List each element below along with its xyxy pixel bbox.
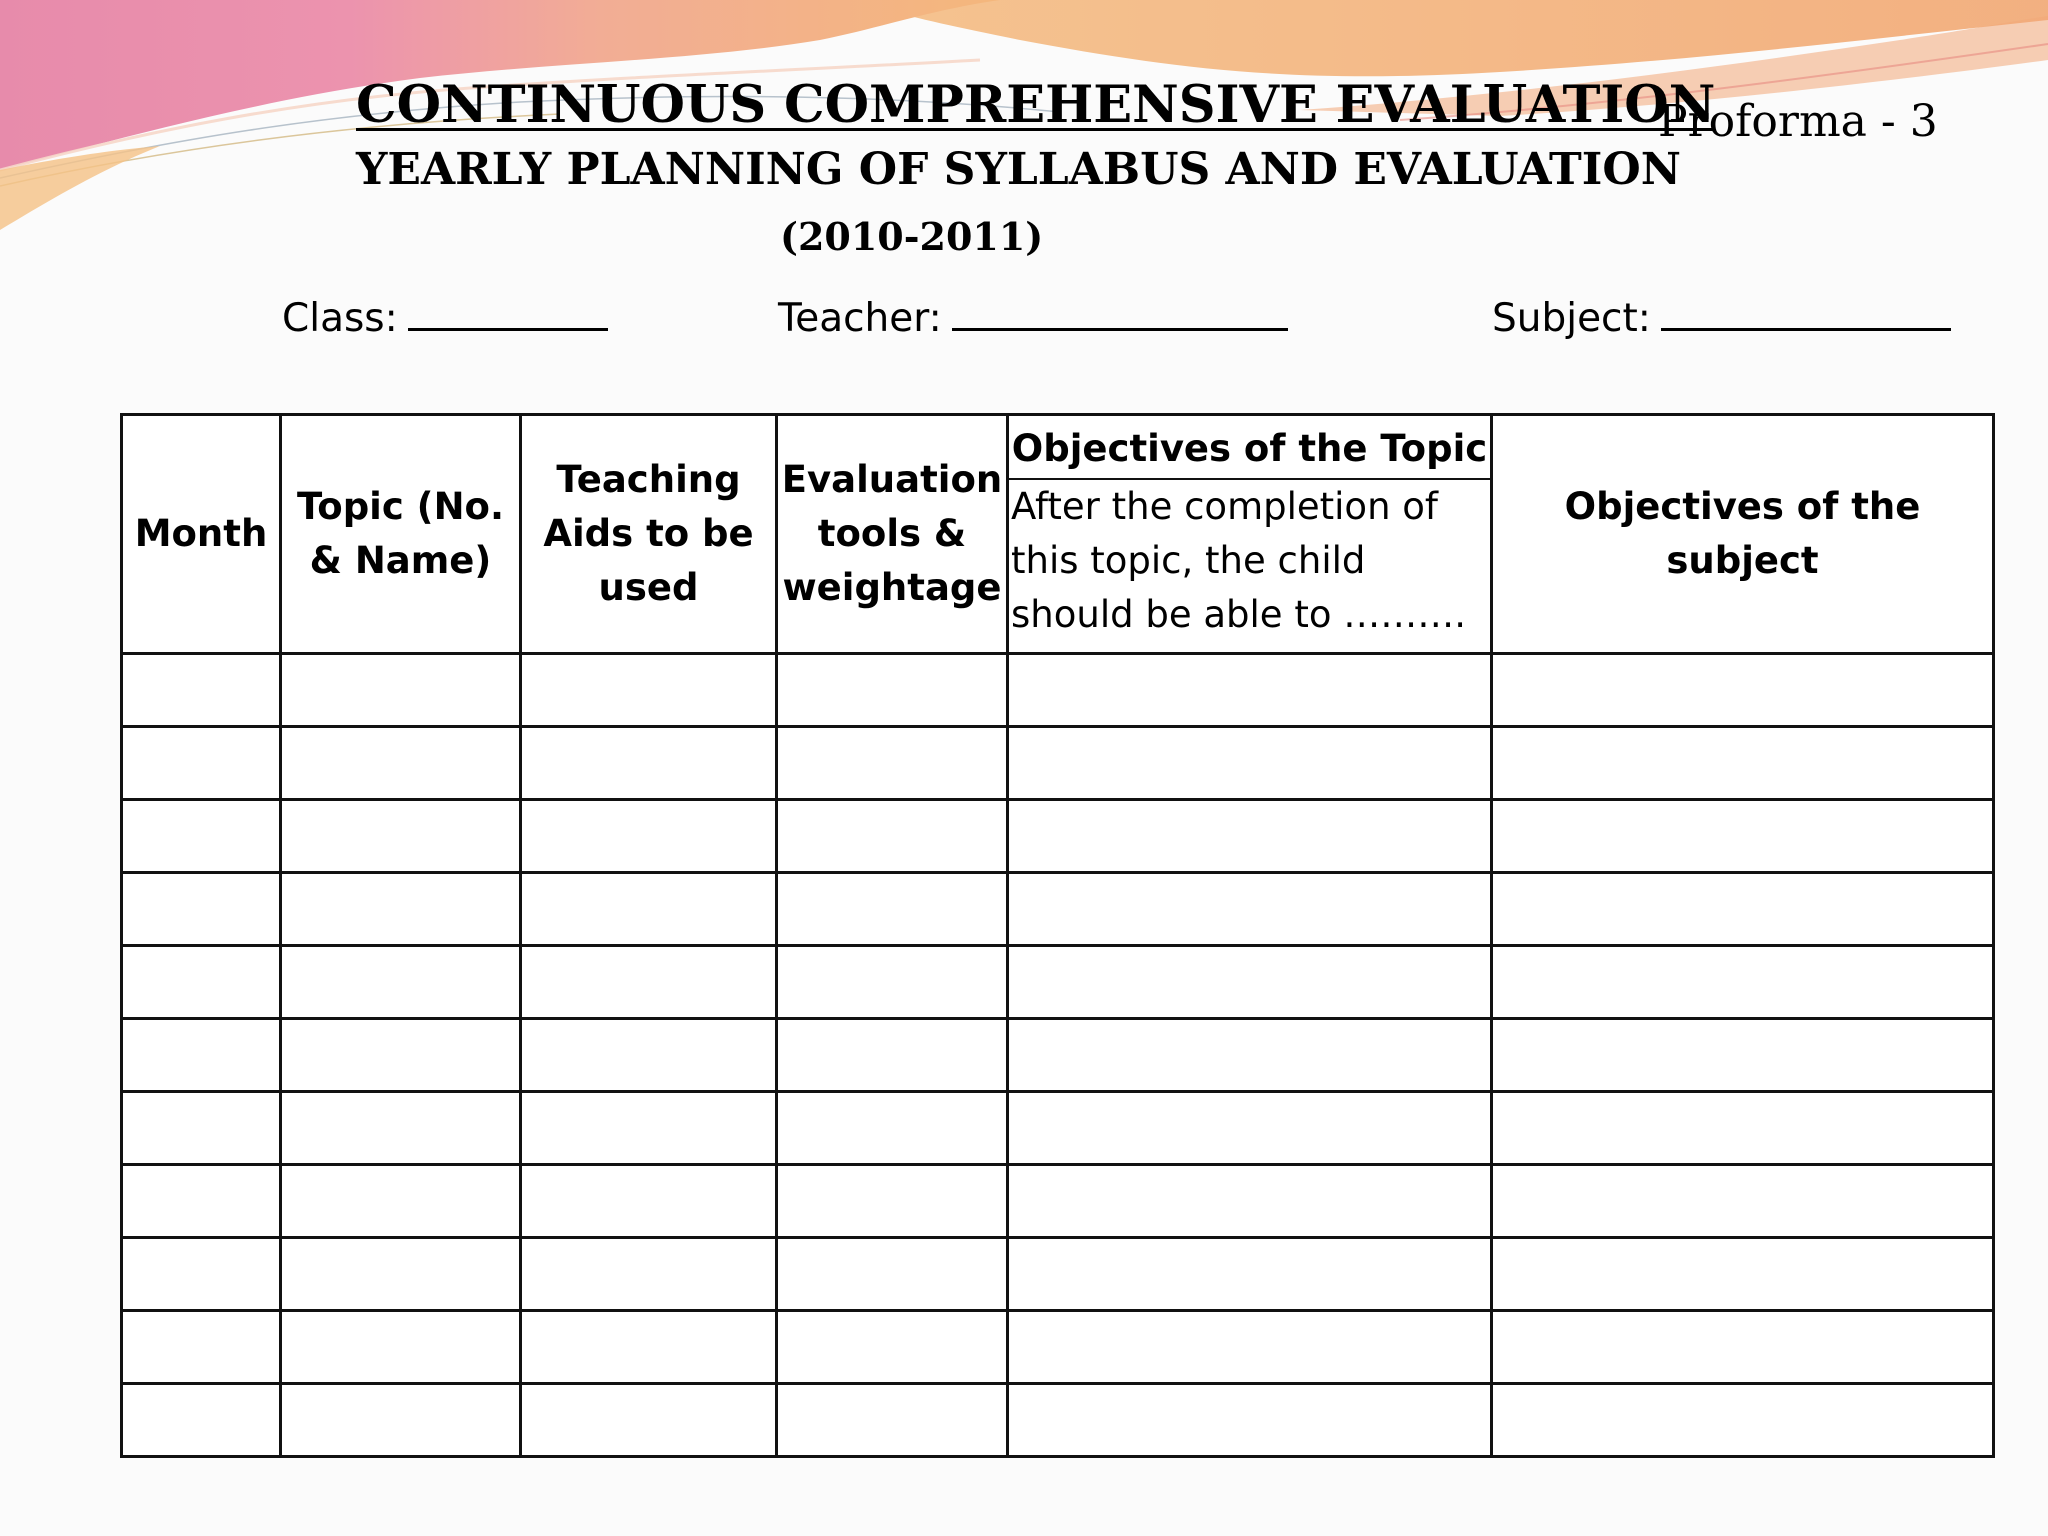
table-cell[interactable] xyxy=(1492,946,1994,1019)
table-cell[interactable] xyxy=(777,727,1008,800)
table-cell[interactable] xyxy=(1492,1092,1994,1165)
table-cell[interactable] xyxy=(521,946,777,1019)
table-cell[interactable] xyxy=(777,1019,1008,1092)
table-cell[interactable] xyxy=(1008,654,1492,727)
subject-blank-line[interactable] xyxy=(1661,290,1951,331)
table-row xyxy=(122,1384,1994,1457)
table-cell[interactable] xyxy=(1492,1311,1994,1384)
table-cell[interactable] xyxy=(122,727,281,800)
table-cell[interactable] xyxy=(281,654,521,727)
table-cell[interactable] xyxy=(521,873,777,946)
table-cell[interactable] xyxy=(281,1019,521,1092)
table-body xyxy=(122,654,1994,1457)
table-cell[interactable] xyxy=(521,1311,777,1384)
table-row xyxy=(122,800,1994,873)
table-cell[interactable] xyxy=(1492,1238,1994,1311)
table-cell[interactable] xyxy=(521,1384,777,1457)
subject-field xyxy=(1492,290,1951,343)
table-cell[interactable] xyxy=(521,800,777,873)
table-header-row xyxy=(122,415,1994,654)
subject-label: Subject: xyxy=(1492,296,1651,341)
table-cell[interactable] xyxy=(521,1092,777,1165)
table-cell[interactable] xyxy=(122,1019,281,1092)
table-cell[interactable] xyxy=(521,1165,777,1238)
academic-year: (2010-2011) xyxy=(780,214,1044,259)
table-cell[interactable] xyxy=(777,654,1008,727)
table-cell[interactable] xyxy=(122,1092,281,1165)
table-cell[interactable] xyxy=(281,1384,521,1457)
table-cell[interactable] xyxy=(1492,727,1994,800)
table-cell[interactable] xyxy=(1008,1165,1492,1238)
objectives-topic-title: Objectives of the Topic xyxy=(1009,416,1490,480)
table-cell[interactable] xyxy=(521,1019,777,1092)
table-cell[interactable] xyxy=(1008,873,1492,946)
table-cell[interactable] xyxy=(1008,727,1492,800)
proforma-label: Proforma - 3 xyxy=(1658,96,1938,147)
table-cell[interactable] xyxy=(1008,800,1492,873)
table-cell[interactable] xyxy=(122,873,281,946)
class-label: Class: xyxy=(282,296,398,341)
table-cell[interactable] xyxy=(777,1238,1008,1311)
table-cell[interactable] xyxy=(122,1311,281,1384)
table-cell[interactable] xyxy=(281,1238,521,1311)
table-cell[interactable] xyxy=(1008,1238,1492,1311)
table-row xyxy=(122,873,1994,946)
teacher-label: Teacher: xyxy=(778,296,942,341)
table-cell[interactable] xyxy=(1492,654,1994,727)
form-subtitle: YEARLY PLANNING OF SYLLABUS AND EVALUATION xyxy=(356,144,1681,195)
class-blank-line[interactable] xyxy=(408,290,608,331)
table-cell[interactable] xyxy=(122,654,281,727)
teacher-field xyxy=(778,290,1288,343)
table-cell[interactable] xyxy=(281,1165,521,1238)
table-cell[interactable] xyxy=(281,1092,521,1165)
table-cell[interactable] xyxy=(1492,1165,1994,1238)
table-cell[interactable] xyxy=(1008,1311,1492,1384)
table-cell[interactable] xyxy=(1492,1019,1994,1092)
table-cell[interactable] xyxy=(1008,946,1492,1019)
table-cell[interactable] xyxy=(1492,873,1994,946)
table-row xyxy=(122,1238,1994,1311)
table-cell[interactable] xyxy=(1008,1092,1492,1165)
table-cell[interactable] xyxy=(1008,1019,1492,1092)
table-row xyxy=(122,1019,1994,1092)
planning-table xyxy=(120,413,1995,1458)
header-objectives-subject: Objectives of the subject xyxy=(1492,415,1994,654)
table-cell[interactable] xyxy=(122,1238,281,1311)
table-cell[interactable] xyxy=(1492,800,1994,873)
table-cell[interactable] xyxy=(777,946,1008,1019)
table-cell[interactable] xyxy=(777,1165,1008,1238)
table-cell[interactable] xyxy=(1008,1384,1492,1457)
header-objectives-topic xyxy=(1008,415,1492,654)
table-cell[interactable] xyxy=(281,800,521,873)
table-cell[interactable] xyxy=(122,1384,281,1457)
table-cell[interactable] xyxy=(122,800,281,873)
table-row xyxy=(122,946,1994,1019)
table-row xyxy=(122,727,1994,800)
table-cell[interactable] xyxy=(521,1238,777,1311)
table-cell[interactable] xyxy=(777,1311,1008,1384)
table-cell[interactable] xyxy=(777,1384,1008,1457)
table-row xyxy=(122,1165,1994,1238)
table-cell[interactable] xyxy=(281,727,521,800)
table-cell[interactable] xyxy=(281,873,521,946)
table-cell[interactable] xyxy=(281,1311,521,1384)
teacher-blank-line[interactable] xyxy=(952,290,1288,331)
table-cell[interactable] xyxy=(777,1092,1008,1165)
header-month: Month xyxy=(122,415,281,654)
class-field xyxy=(282,290,608,343)
objectives-topic-note: After the completion of this topic, the child should be able to ………. xyxy=(1011,485,1466,636)
table-cell[interactable] xyxy=(281,946,521,1019)
table-cell[interactable] xyxy=(521,654,777,727)
table-row xyxy=(122,1092,1994,1165)
table-cell[interactable] xyxy=(521,727,777,800)
table-cell[interactable] xyxy=(777,873,1008,946)
table-row xyxy=(122,1311,1994,1384)
form-title: CONTINUOUS COMPREHENSIVE EVALUATION xyxy=(356,75,1716,135)
header-teaching-aids: Teaching Aids to be used xyxy=(521,415,777,654)
header-topic: Topic (No. & Name) xyxy=(281,415,521,654)
table-cell[interactable] xyxy=(122,946,281,1019)
table-cell[interactable] xyxy=(122,1165,281,1238)
table-cell[interactable] xyxy=(777,800,1008,873)
header-evaluation-tools: Evaluation tools & weightage xyxy=(777,415,1008,654)
table-row xyxy=(122,654,1994,727)
table-cell[interactable] xyxy=(1492,1384,1994,1457)
